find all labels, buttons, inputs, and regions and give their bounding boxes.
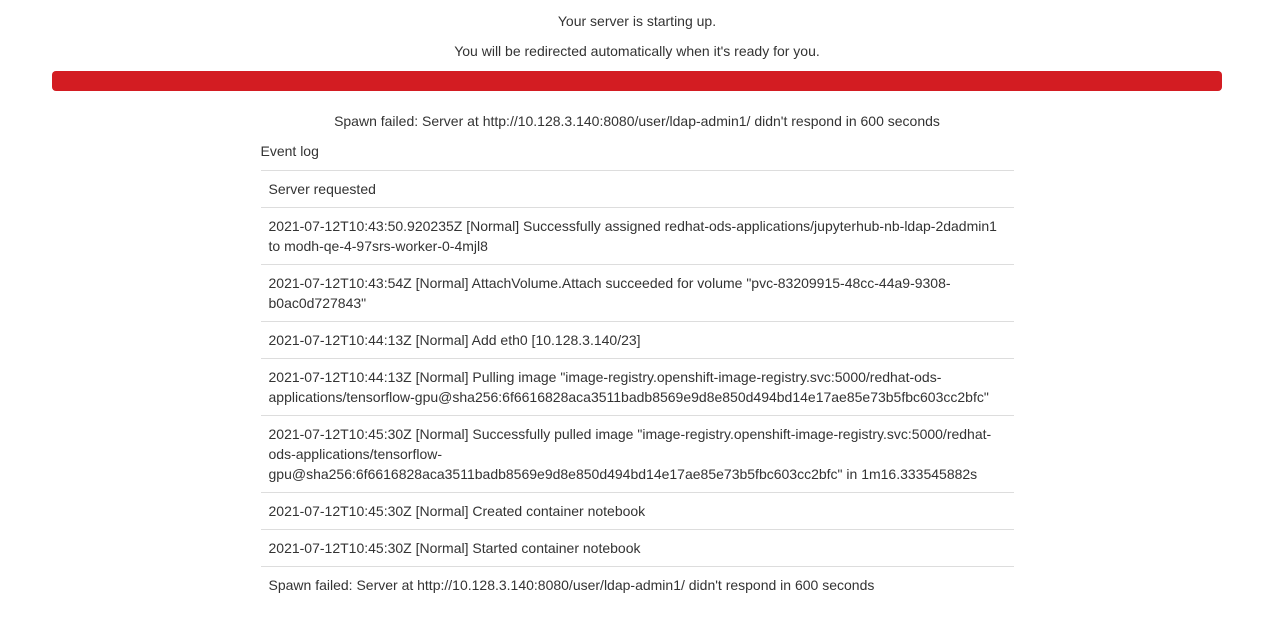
event-log-panel — [261, 141, 1014, 603]
spawn-failed-message: Spawn failed: Server at http://10.128.3.140:8080/user/ldap-admin1/ didn't respond in 600 seconds — [334, 113, 940, 129]
event-log-entry-text: Spawn failed: Server at http://10.128.3.140:8080/user/ldap-admin1/ didn't respond in 600 seconds — [261, 567, 1014, 604]
event-log-row — [261, 208, 1014, 265]
event-log-title: Event log — [260, 143, 319, 159]
event-log-row — [261, 567, 1014, 604]
server-starting-message: Your server is starting up. — [557, 13, 717, 29]
event-log-row — [261, 322, 1014, 359]
event-log-entry-text: 2021-07-12T10:44:13Z [Normal] Add eth0 [10.128.3.140/23] — [261, 322, 1014, 359]
event-log-row — [261, 530, 1014, 567]
event-log-row — [261, 171, 1014, 208]
event-log-row — [261, 359, 1014, 416]
spawn-progress-track — [52, 71, 1222, 91]
event-log-entry-text: Server requested — [261, 171, 1014, 208]
event-log-row — [261, 265, 1014, 322]
event-log-entry-text: 2021-07-12T10:43:54Z [Normal] AttachVolume.Attach succeeded for volume "pvc-83209915-48cc-44a9-9308-b0ac0d727843" — [261, 265, 1014, 322]
event-log-entry-text: 2021-07-12T10:45:30Z [Normal] Created container notebook — [261, 493, 1014, 530]
event-log-entry-text: 2021-07-12T10:43:50.920235Z [Normal] Successfully assigned redhat-ods-applications/jupyterhub-nb-ldap-2dadmin1 to modh-qe-4-97srs-worker-0-4mjl8 — [261, 208, 1014, 265]
spawn-progress-container — [52, 71, 1222, 91]
redirect-message: You will be redirected automatically when it's ready for you. — [454, 43, 820, 59]
spawn-progress-bar-danger — [52, 71, 1222, 91]
server-status-messages — [0, 11, 1274, 61]
event-log-row — [261, 493, 1014, 530]
event-log-row — [261, 416, 1014, 493]
event-log-entry-text: 2021-07-12T10:45:30Z [Normal] Successfully pulled image "image-registry.openshift-image-registry.svc:5000/redhat-ods-applications/tensorflow-gpu@sha256:6f6616828aca3511badb8569e9d8e850d494bd14e17ae85e73b5fbc603cc2bfc" in 1m16.333545882s — [261, 416, 1014, 493]
event-log-table — [261, 170, 1014, 603]
event-log-entry-text: 2021-07-12T10:45:30Z [Normal] Started container notebook — [261, 530, 1014, 567]
event-log-body — [261, 171, 1014, 604]
event-log-entry-text: 2021-07-12T10:44:13Z [Normal] Pulling image "image-registry.openshift-image-registry.svc:5000/redhat-ods-applications/tensorflow-gpu@sha256:6f6616828aca3511badb8569e9d8e850d494bd14e17ae85e73b5fbc603cc2bfc" — [261, 359, 1014, 416]
